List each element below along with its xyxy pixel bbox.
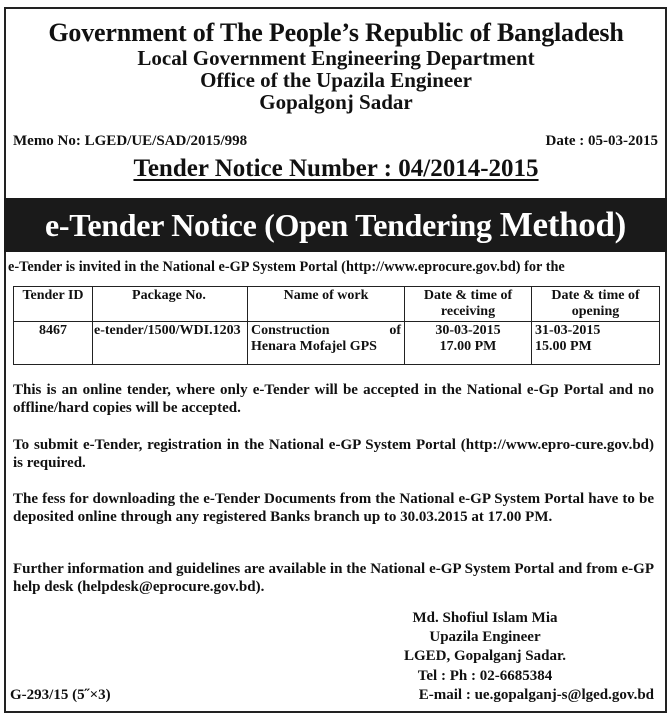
opening-time: 15.00 PM [535,339,592,354]
cell-tender-id: 8467 [14,322,93,365]
col-opening: Date & time of opening [532,287,660,322]
banner-main: e-Tender Notice (Open Tendering [45,206,492,243]
cell-work [248,322,405,365]
col-receiving: Date & time of receiving [405,287,532,322]
cell-receiving [405,322,532,365]
paragraph-fees: The fess for downloading the e-Tender Documents from the National e-GP System Portal have to be deposited online through any registered Banks branch up to 30.03.2015 at 17.00 PM. [13,491,654,525]
work-of: of [389,323,401,338]
col-name-of-work: Name of work [248,287,405,322]
header-department: Local Government Engineering Department [137,46,535,70]
notice-date: Date : 05-03-2015 [545,133,658,149]
g-reference: G-293/15 (5˝×3) [10,687,111,703]
paragraph-further-info: Further information and guidelines are available in the National e-GP System Portal and from e-GP help desk (helpdesk@eprocure.gov.bd). [13,561,654,595]
work-line2: Henara Mofajel GPS [251,339,377,354]
header-location: Gopalgonj Sadar [259,90,413,114]
clipped-top-strip [0,0,672,6]
signatory-email: E-mail : ue.gopalganj-s@lged.gov.bd [418,687,654,703]
table-header-row [14,287,660,322]
opening-date: 31-03-2015 [535,323,601,338]
header-office: Office of the Upazila Engineer [200,68,472,92]
receiving-time: 17.00 PM [439,339,497,354]
cell-opening [532,322,660,365]
col-tender-id: Tender ID [14,287,93,322]
signatory-office: LGED, Gopalganj Sadar. [404,648,566,664]
signatory-name: Md. Shofiul Islam Mia [412,610,558,626]
paragraph-registration: To submit e-Tender, registration in the National e-GP System Portal (http://www.epro-cure.gov.bd) is required. [13,437,654,471]
signatory-phone: Tel : Ph : 02-6685384 [417,668,553,684]
header-government: Government of The People’s Republic of Bangladesh [48,18,624,47]
table-row [14,322,660,365]
signatory-title: Upazila Engineer [429,629,541,645]
tender-notice-number: Tender Notice Number : 04/2014-2015 [133,155,539,182]
tender-table [13,286,660,365]
receiving-date: 30-03-2015 [435,323,501,338]
paragraph-online-only: This is an online tender, where only e-Tender will be accepted in the National e-Gp Portal and no offline/hard copies will be accepted. [13,382,654,416]
cell-package: e-tender/1500/WDI.1203 [93,322,248,365]
work-line1: Construction [251,323,330,338]
memo-number: Memo No: LGED/UE/SAD/2015/998 [13,133,248,149]
col-package-no: Package No. [93,287,248,322]
intro-text: e-Tender is invited in the National e-GP System Portal (http://www.eprocure.gov.bd) for the [8,259,565,275]
e-tender-banner [4,198,667,252]
banner-method: Method) [499,205,626,244]
